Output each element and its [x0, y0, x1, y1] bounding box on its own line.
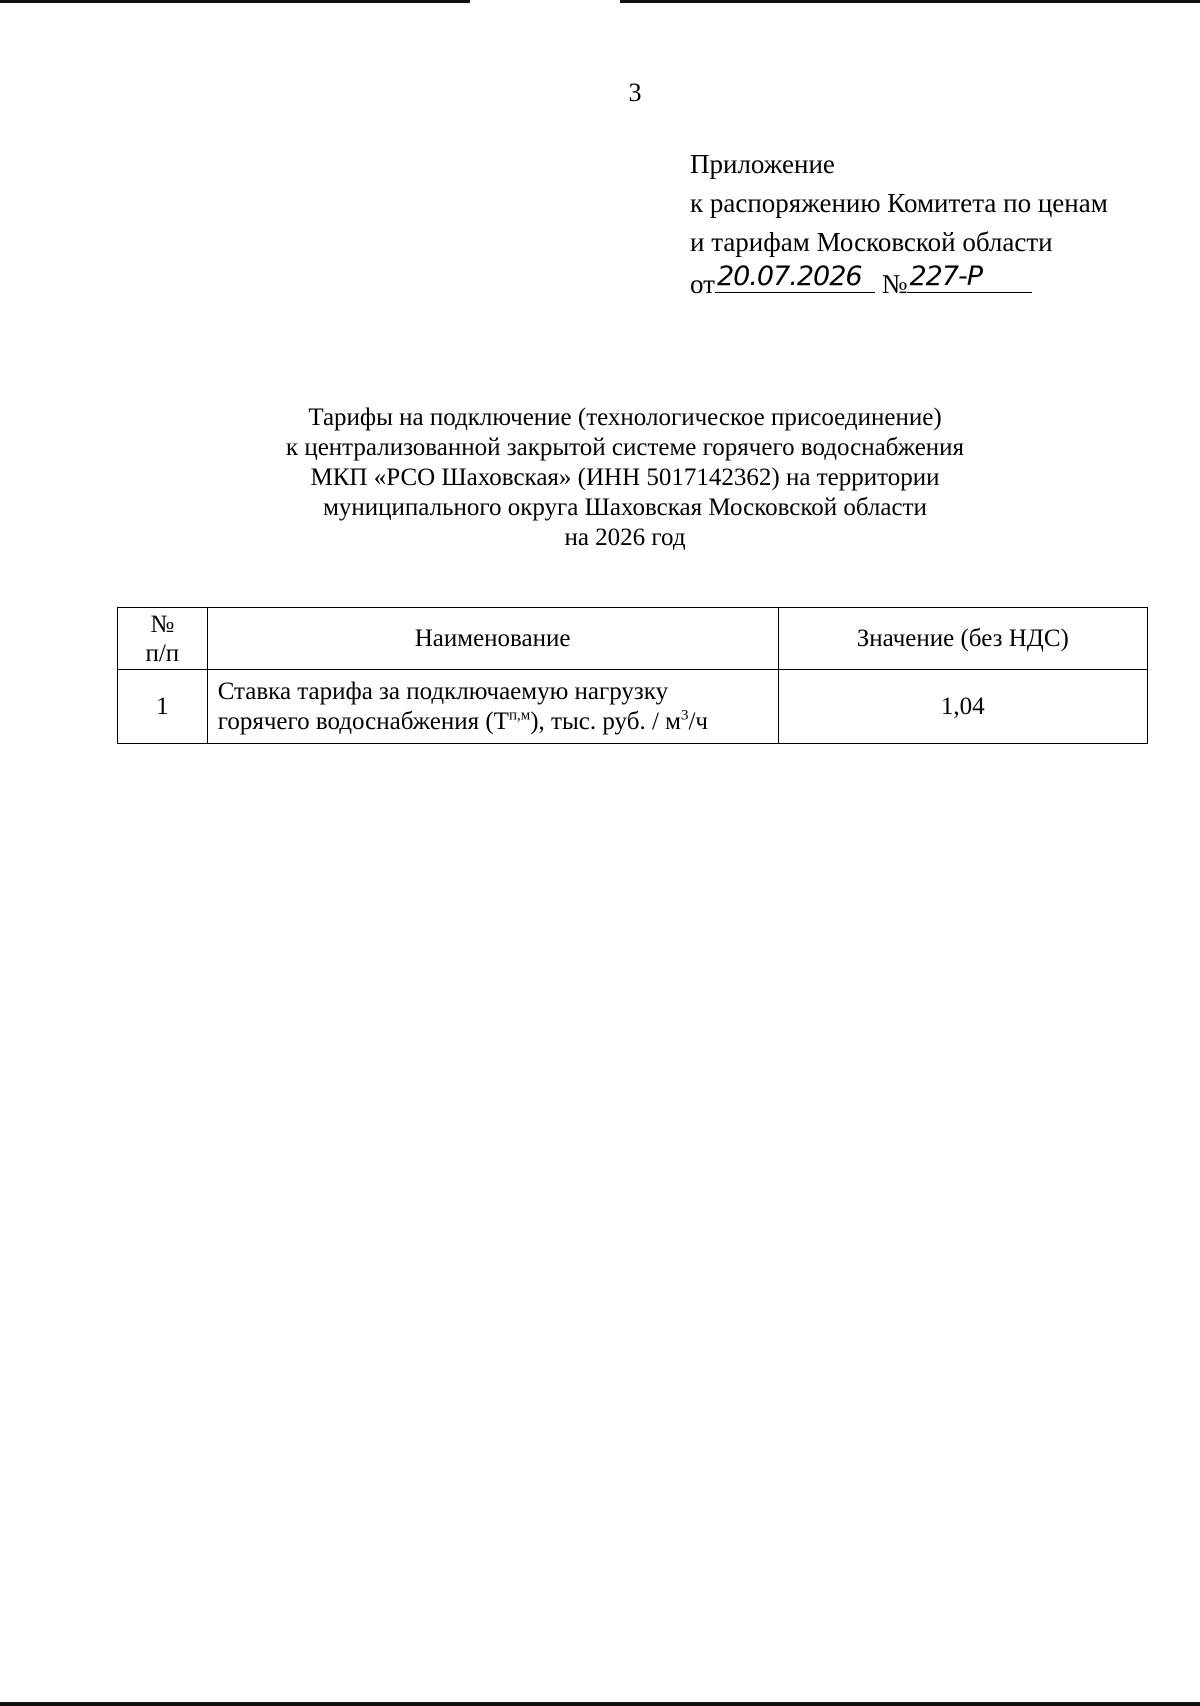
row-name-superscript-tariff: п,м	[508, 707, 531, 724]
row-number: 1	[118, 670, 208, 744]
row-name	[207, 670, 778, 744]
title-line-2: к централизованной закрытой системе горячего водоснабжения	[285, 434, 965, 461]
date-prefix: от	[690, 269, 715, 299]
appendix-block	[690, 145, 1108, 304]
header-number	[118, 608, 208, 670]
tariff-table	[117, 607, 1148, 744]
table-row	[118, 670, 1148, 744]
handwritten-number: 227-Р	[909, 261, 983, 292]
page-number: 3	[628, 78, 642, 107]
row-name-line-2b: ), тыс. руб. / м	[530, 707, 681, 735]
handwritten-date: 20.07.2026	[716, 261, 862, 292]
date-underline	[715, 262, 875, 293]
appendix-date-number-line	[690, 262, 1108, 304]
row-name-line-2a: горячего водоснабжения (Т	[217, 707, 509, 735]
row-name-line-1: Ставка тарифа за подключаемую нагрузку	[217, 677, 669, 705]
header-value: Значение (без НДС)	[778, 608, 1147, 670]
number-prefix: №	[881, 269, 908, 299]
appendix-line-1: Приложение	[690, 149, 835, 179]
scan-top-edge-left	[0, 0, 470, 3]
title-line-5: на 2026 год	[564, 524, 686, 551]
title-line-4: муниципального округа Шаховская Московской области	[323, 494, 927, 521]
title-line-1: Тарифы на подключение (технологическое присоединение)	[308, 404, 942, 431]
appendix-line-3: и тарифам Московской области	[690, 227, 1053, 257]
number-underline	[907, 262, 1032, 293]
row-name-superscript-cubic: 3	[680, 707, 689, 724]
row-name-line-2c: /ч	[688, 707, 708, 735]
table-header-row	[118, 608, 1148, 670]
document-title	[150, 403, 1100, 553]
scan-bottom-edge	[0, 1702, 1200, 1706]
header-number-pp: п/п	[145, 639, 180, 667]
row-value: 1,04	[778, 670, 1147, 744]
header-name: Наименование	[207, 608, 778, 670]
title-line-3: МКП «РСО Шаховская» (ИНН 5017142362) на территории	[310, 464, 940, 491]
appendix-line-2: к распоряжению Комитета по ценам	[690, 188, 1108, 218]
scan-top-edge-right	[620, 0, 1200, 3]
header-number-sign: №	[150, 610, 175, 638]
